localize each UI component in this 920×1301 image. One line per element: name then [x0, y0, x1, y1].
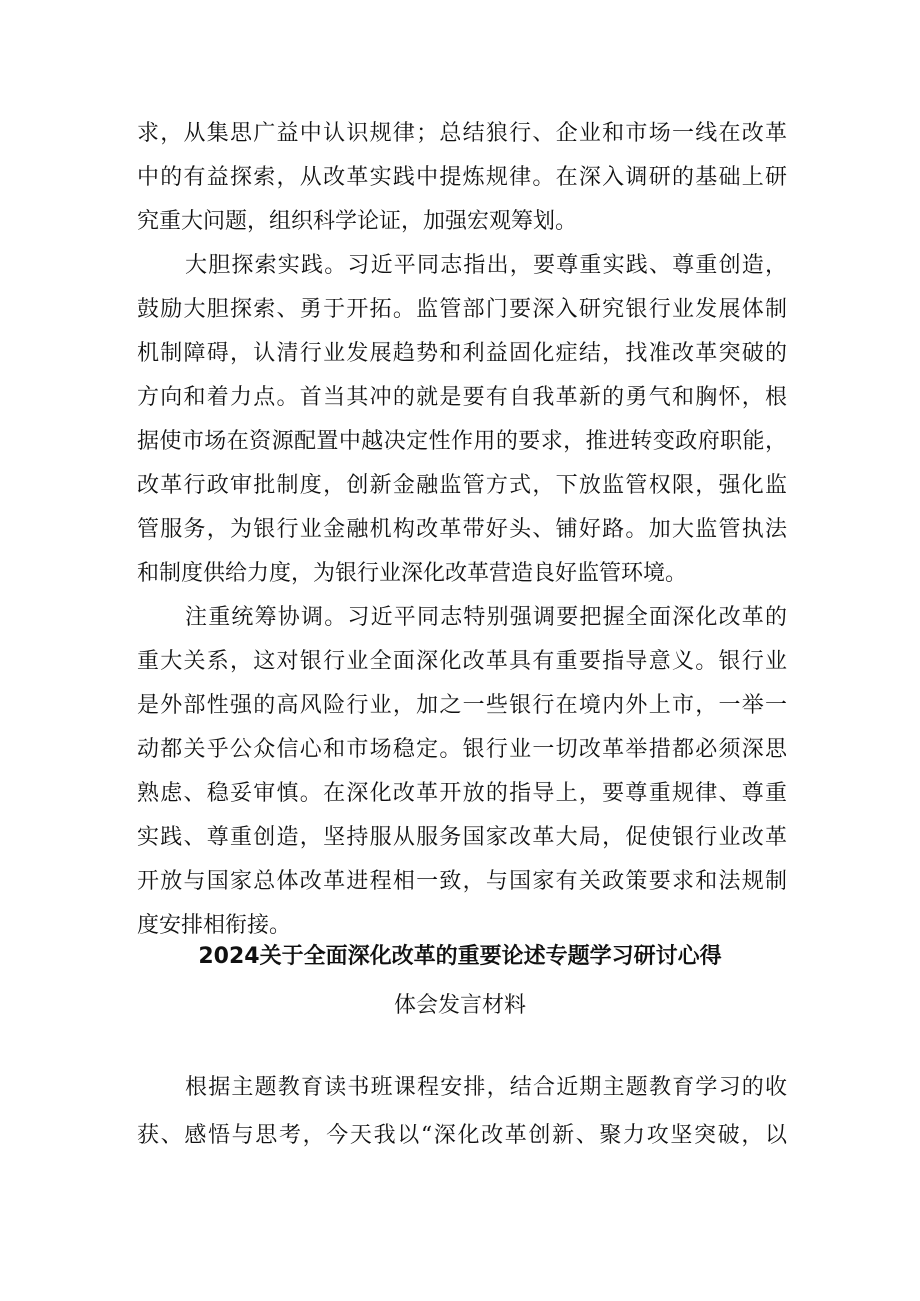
paragraph3-line-8: 度安排相衔接。 [137, 913, 292, 938]
paragraph2-line-7: 管服务，为银行业金融机构改革带好头、铺好路。加大监管执法 [137, 517, 787, 542]
section-heading-line-2: 体会发言材料 [393, 993, 526, 1018]
section-heading-line-1: 2024关于全面深化改革的重要论述专题学习研讨心得 [198, 944, 722, 969]
paragraph2-line-3: 机制障碍，认清行业发展趋势和利益固化症结，找准改革突破的 [137, 341, 787, 366]
paragraph2-line-2: 鼓励大胆探索、勇于开拓。监管部门要深入研究银行业发展体制 [137, 297, 787, 322]
paragraph3-line-1: 注重统筹协调。习近平同志特别强调要把握全面深化改革的 [185, 605, 787, 630]
paragraph3-line-6: 实践、尊重创造，坚持服从服务国家改革大局，促使银行业改革 [137, 825, 787, 850]
paragraph3-line-2: 重大关系，这对银行业全面深化改革具有重要指导意义。银行业 [137, 649, 787, 674]
paragraph3-line-5: 熟虑、稳妥审慎。在深化改革开放的指导上，要尊重规律、尊重 [137, 781, 787, 806]
paragraph1-line-1: 求，从集思广益中认识规律；总结狼行、企业和市场一线在改革 [137, 121, 787, 146]
paragraph2-line-5: 据使市场在资源配置中越决定性作用的要求，推进转变政府职能， [137, 429, 787, 454]
paragraph3-line-3: 是外部性强的高风险行业，加之一些银行在境内外上市，一举一 [137, 693, 787, 718]
paragraph2-line-8: 和制度供给力度，为银行业深化改革营造良好监管环境。 [137, 561, 688, 586]
paragraph4-line-1: 根据主题教育读书班课程安排，结合近期主题教育学习的收 [185, 1075, 787, 1100]
paragraph2-line-6: 改革行政审批制度，创新金融监管方式，下放监管权限，强化监 [137, 473, 787, 498]
paragraph3-line-4: 动都关乎公众信心和市场稳定。银行业一切改革举措都必须深思 [137, 737, 787, 762]
paragraph1-line-3: 究重大问题，组织科学论证，加强宏观筹划。 [137, 209, 578, 234]
paragraph1-line-2: 中的有益探索，从改革实践中提炼规律。在深入调研的基础上研 [137, 165, 787, 190]
paragraph4-line-2: 获、感悟与思考，今天我以“深化改革创新、聚力攻坚突破，以 [137, 1123, 787, 1148]
paragraph2-line-4: 方向和着力点。首当其冲的就是要有自我革新的勇气和胸怀，根 [137, 385, 787, 410]
paragraph2-line-1: 大胆探索实践。习近平同志指出，要尊重实践、尊重创造， [185, 253, 787, 278]
paragraph3-line-7: 开放与国家总体改革进程相一致，与国家有关政策要求和法规制 [137, 869, 787, 894]
